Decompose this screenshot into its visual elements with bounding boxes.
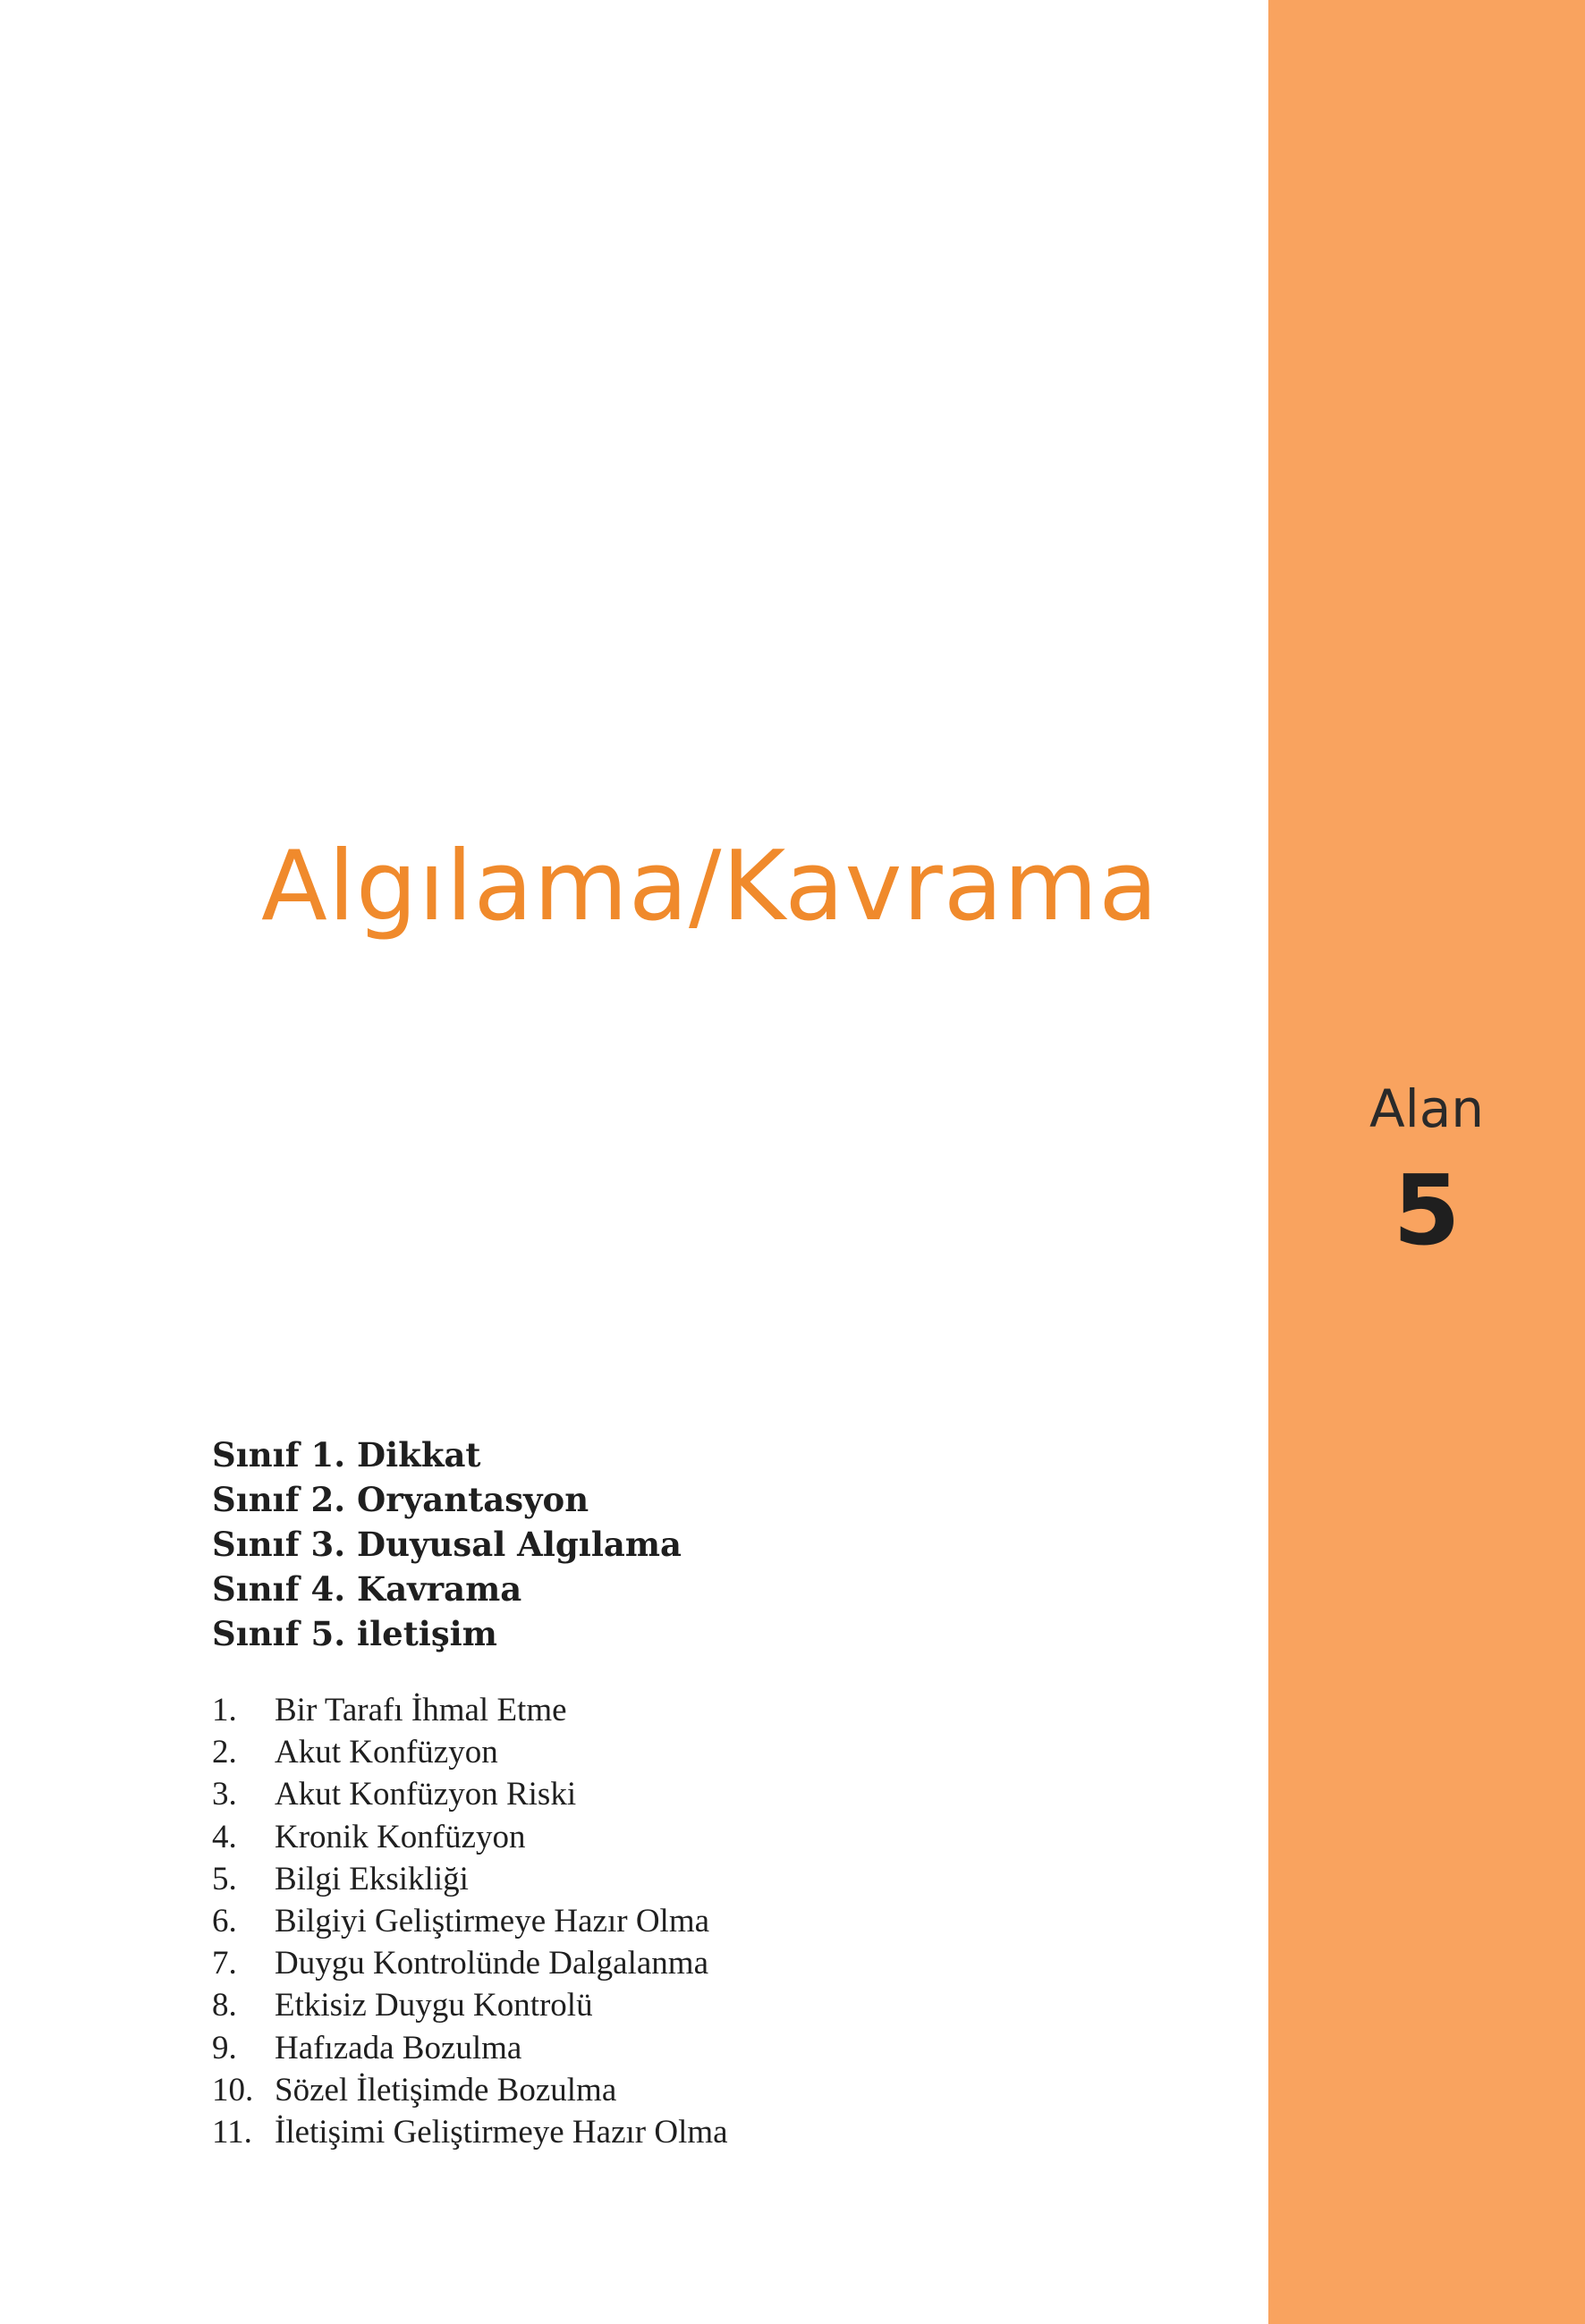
diagnosis-number: 1. — [212, 1692, 237, 1728]
diagnosis-text: Bir Tarafı İhmal Etme — [275, 1692, 567, 1728]
diagnosis-item — [212, 1984, 728, 2026]
class-item: Sınıf 1. Dikkat — [212, 1435, 481, 1475]
diagnosis-text: Sözel İletişimde Bozulma — [275, 2071, 617, 2109]
diagnosis-item — [212, 1689, 728, 1731]
class-item: Sınıf 4. Kavrama — [212, 1569, 522, 1609]
diagnosis-text: Etkisiz Duygu Kontrolü — [275, 1987, 593, 2024]
diagnosis-text: İletişimi Geliştirmeye Hazır Olma — [275, 2114, 728, 2151]
diagnosis-text: Duygu Kontrolünde Dalgalanma — [275, 1945, 708, 1982]
diagnosis-number: 4. — [212, 1818, 237, 1855]
diagnosis-list — [212, 1689, 728, 2153]
diagnosis-item — [212, 2069, 728, 2111]
diagnosis-text: Bilgiyi Geliştirmeye Hazır Olma — [275, 1903, 710, 1940]
diagnosis-number: 2. — [212, 1734, 237, 1771]
page-title: Algılama/Kavrama — [261, 831, 1159, 942]
diagnosis-text: Kronik Konfüzyon — [275, 1818, 526, 1855]
diagnosis-text: Bilgi Eksikliği — [275, 1860, 469, 1897]
diagnosis-item — [212, 2027, 728, 2069]
diagnosis-number: 5. — [212, 1860, 237, 1897]
diagnosis-number: 10. — [212, 2071, 254, 2109]
diagnosis-number: 9. — [212, 2029, 237, 2066]
diagnosis-item — [212, 1731, 728, 1773]
diagnosis-item — [212, 1900, 728, 1942]
diagnosis-number: 11. — [212, 2114, 252, 2151]
class-item: Sınıf 2. Oryantasyon — [212, 1480, 589, 1519]
domain-label: Alan — [1369, 1078, 1485, 1139]
diagnosis-item — [212, 2111, 728, 2153]
diagnosis-item — [212, 1816, 728, 1858]
diagnosis-number: 8. — [212, 1987, 237, 2024]
diagnosis-item — [212, 1942, 728, 1984]
class-item: Sınıf 3. Duyusal Algılama — [212, 1525, 682, 1564]
domain-number: 5 — [1393, 1155, 1461, 1267]
diagnosis-text: Hafızada Bozulma — [275, 2029, 522, 2066]
diagnosis-number: 6. — [212, 1903, 237, 1940]
diagnosis-item — [212, 1858, 728, 1900]
diagnosis-text: Akut Konfüzyon Riski — [275, 1776, 577, 1813]
class-item: Sınıf 5. iletişim — [212, 1614, 497, 1653]
diagnosis-text: Akut Konfüzyon — [275, 1734, 498, 1771]
diagnosis-item — [212, 1773, 728, 1815]
class-list — [212, 1432, 682, 1656]
diagnosis-number: 3. — [212, 1776, 237, 1813]
diagnosis-number: 7. — [212, 1945, 237, 1982]
